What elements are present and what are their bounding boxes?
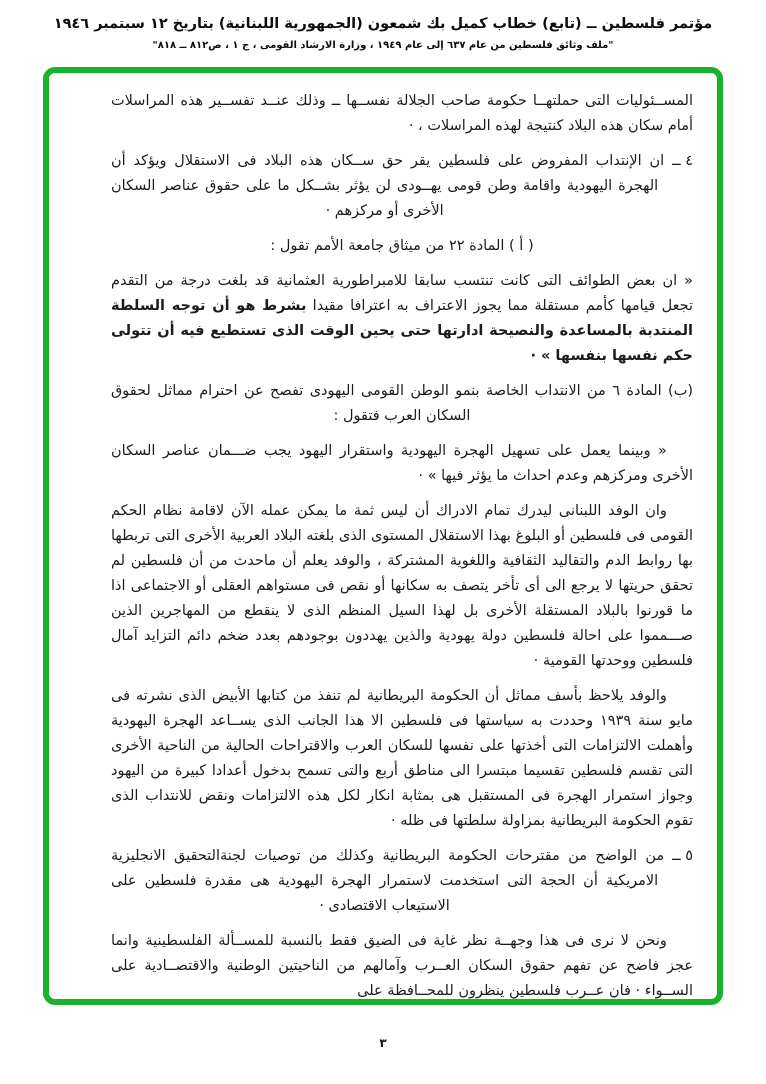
document-body-frame: [43, 67, 723, 1005]
paragraph-lebanese-delegation: وان الوفد اللبنانى ليدرك تمام الادراك أن ليس ثمة ما يمكن عمله الآن لاقامة نظام الحكم القومى فى فلسطين أو البلوغ بهذا الاستقلال المستوى الذى بلغته البلاد العربية الأخرى التى تربطها بها روابط الدم والتقاليد الثقافية واللغوية المشتركة ، والوفد يعلم أن ماحدث من أن فلسطين لم تحقق حريتها لا يرجع الى أى تأخر يتصف به سكانها أو نقص فى مستواهم العقلى أو الاجتماعى اذا ما قورنوا بالبلاد المستقلة الأخرى بل لهذا السيل المنظم الذى لا ينقطع من المهاجرين الذين صـــمموا على احالة فلسطين دولة يهودية والذين يهددون بوجودهم بعدد ضخم دائم التزايد آمال فلسطين ووحدتها القومية ·: [111, 503, 693, 669]
quote-a-bold-run: بشرط هو أن توجه السلطة المنتدبة بالمساعدة والنصيحة ادارتها حتى يحين الوقت الذى تستطيع فيه أن تتولى حكم نفسها بنفسها » ·: [111, 298, 693, 364]
paragraph-intro: المســئوليات التى حملتهــا حكومة صاحب الجلالة نفســها ــ وذلك عنــد تفســير هذه المراسلات أمام سكان هذه البلاد كنتيجة لهذه المراسلات ، ·: [111, 93, 693, 134]
page-number: ٣: [379, 1036, 387, 1050]
paragraph-item-5: [111, 844, 693, 919]
paragraph-white-paper: والوفد يلاحظ بأسف مماثل أن الحكومة البريطانية لم تنفذ من كتابها الأبيض الذى نشرته فى مايو سنة ١٩٣٩ وحددت به سياستها فى فلسطين الا هذا الجانب الذى يســاعد الهجرة اليهودية وأهملت الالتزامات التى أخذتها على نفسها للسكان العرب والاقتراحات الحالية من الناحية الأخرى التى تقسم فلسطين تقسيما مبتسرا الى مناطق أربع والتى تسمح بدخول أعدادا كبيرة من اليهود وجواز استمرار الهجرة فى المستقبل هى بمثابة انكار لكل هذه الالتزامات ونقض للانتداب الذى تقوم الحكومة البريطانية بمزاولة سلطتها فى ظله ·: [111, 688, 693, 829]
quote-mandate-article-6: « وبينما يعمل على تسهيل الهجرة اليهودية واستقرار اليهود يجب ضـــمان عناصر السكان الأخرى ومركزهم وعدم احداث ما يؤثر فيها » ·: [111, 443, 693, 484]
item-5-marker: ٥ ــ: [672, 848, 693, 864]
document-source-citation: "ملف وثائق فلسطين من عام ٦٣٧ إلى عام ١٩٤٩ ، وزارة الارشاد القومى ، ج ١ ، ص٨١٢ ــ ٨١٨": [152, 40, 614, 51]
paragraph-item-4: [111, 149, 693, 224]
clause-b-heading: (ب) المادة ٦ من الانتداب الخاصة بنمو الوطن القومى اليهودى تفصح عن احترام مماثل لحقوق السكان العرب فتقول :: [111, 383, 694, 424]
item-5-text: من الواضح من مقترحات الحكومة البريطانية وكذلك من توصيات لجنةالتحقيق الانجليزية الامريكية أن الحجة التى استخدمت لاستمرار الهجرة اليهودية هى مقدرة فلسطين على الاستيعاب الاقتصادى ·: [111, 848, 665, 914]
item-4-text: ان الإنتداب المفروض على فلسطين يقر حق ســكان هذه البلاد فى الاستقلال ويؤكد أن الهجرة اليهودية واقامة وطن قومى يهــودى لن يؤثر بشــكل ما على حقوق عناصر السكان الأخرى أو مركزهم ·: [111, 153, 665, 219]
item-4-marker: ٤ ــ: [672, 153, 693, 169]
paragraph-final: ونحن لا نرى فى هذا وجهــة نظر غاية فى الضيق فقط بالنسبة للمســألة الفلسطينية وانما عجز فاضح عن تفهم حقوق السكان العــرب وآمالهم من الناحيتين الوطنية والاقتصــادية على الســواء · فان عــرب فلسطين ينظرون للمحــافظة على: [111, 933, 693, 999]
document-header: [0, 0, 766, 51]
quote-league-covenant: [111, 269, 693, 369]
document-title: مؤتمر فلسطين ــ (تابع) خطاب كميل بك شمعون (الجمهورية اللبنانية) بتاريخ ١٢ سبتمبر ١٩٤٦: [53, 16, 713, 32]
clause-a-heading: ( أ ) المادة ٢٢ من ميثاق جامعة الأمم تقول :: [270, 238, 534, 254]
quote-a-normal-run: « ان بعض الطوائف التى كانت تنتسب سابقا للامبراطورية العثمانية قد بلغت درجة من التقدم تجعل قيامها كأمم مستقلة مما يجوز الاعتراف به اعترافا مقيدا: [111, 273, 694, 314]
